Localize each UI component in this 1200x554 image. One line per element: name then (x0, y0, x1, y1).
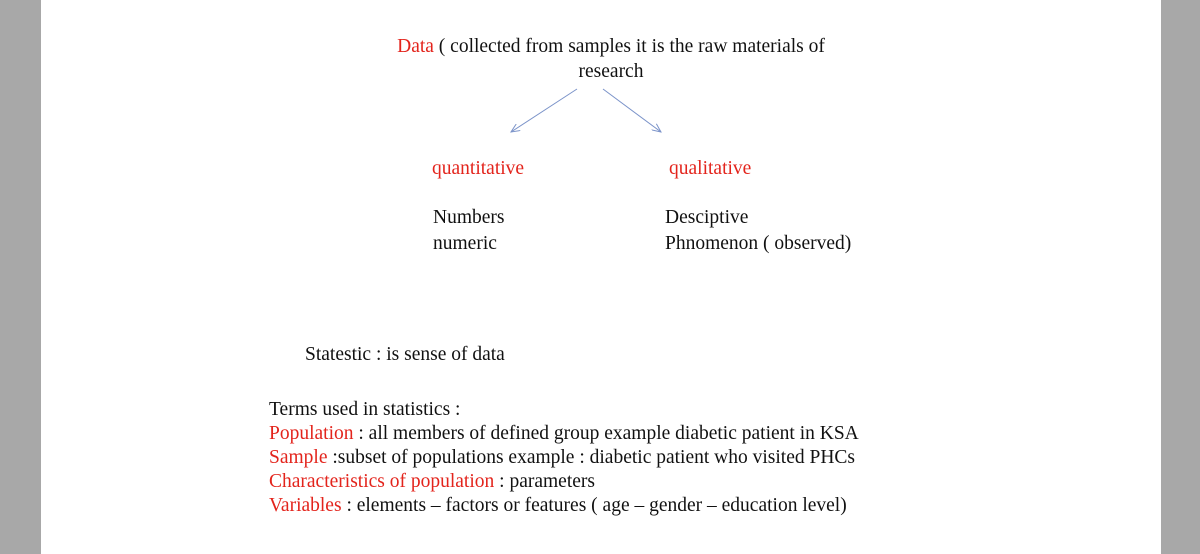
arrow-to-qualitative (603, 89, 661, 132)
term-population (269, 422, 859, 446)
term-label: Characteristics of population (269, 471, 495, 492)
term-definition: : elements – factors or features ( age – gender – education level) (341, 495, 847, 516)
quantitative-item-1: Numbers (433, 207, 505, 228)
arrow-to-quantitative (511, 89, 577, 132)
data-definition-line2: research (578, 61, 644, 82)
quantitative-label: quantitative (432, 158, 525, 179)
term-label: Population (269, 423, 354, 444)
term-sample (269, 446, 855, 470)
branch-arrows (41, 0, 1161, 554)
term-label: Variables (269, 495, 342, 516)
qualitative-label: qualitative (669, 158, 752, 179)
term-variables (269, 494, 847, 518)
qualitative-item-1: Desciptive (665, 207, 749, 228)
statistic-definition: Statestic : is sense of data (305, 344, 505, 365)
document-page (41, 0, 1161, 554)
term-definition: : parameters (494, 471, 595, 492)
data-definition-text: ( collected from samples it is the raw materials of (433, 36, 825, 57)
terms-heading: Terms used in statistics : (269, 399, 461, 420)
term-definition: : all members of defined group example diabetic patient in KSA (353, 423, 859, 444)
term-characteristics (269, 470, 595, 494)
term-definition: :subset of populations example : diabetic patient who visited PHCs (327, 447, 856, 468)
term-label: Sample (269, 447, 328, 468)
qualitative-item-2: Phnomenon ( observed) (665, 233, 852, 254)
data-term: Data (397, 36, 434, 57)
quantitative-item-2: numeric (433, 233, 497, 254)
